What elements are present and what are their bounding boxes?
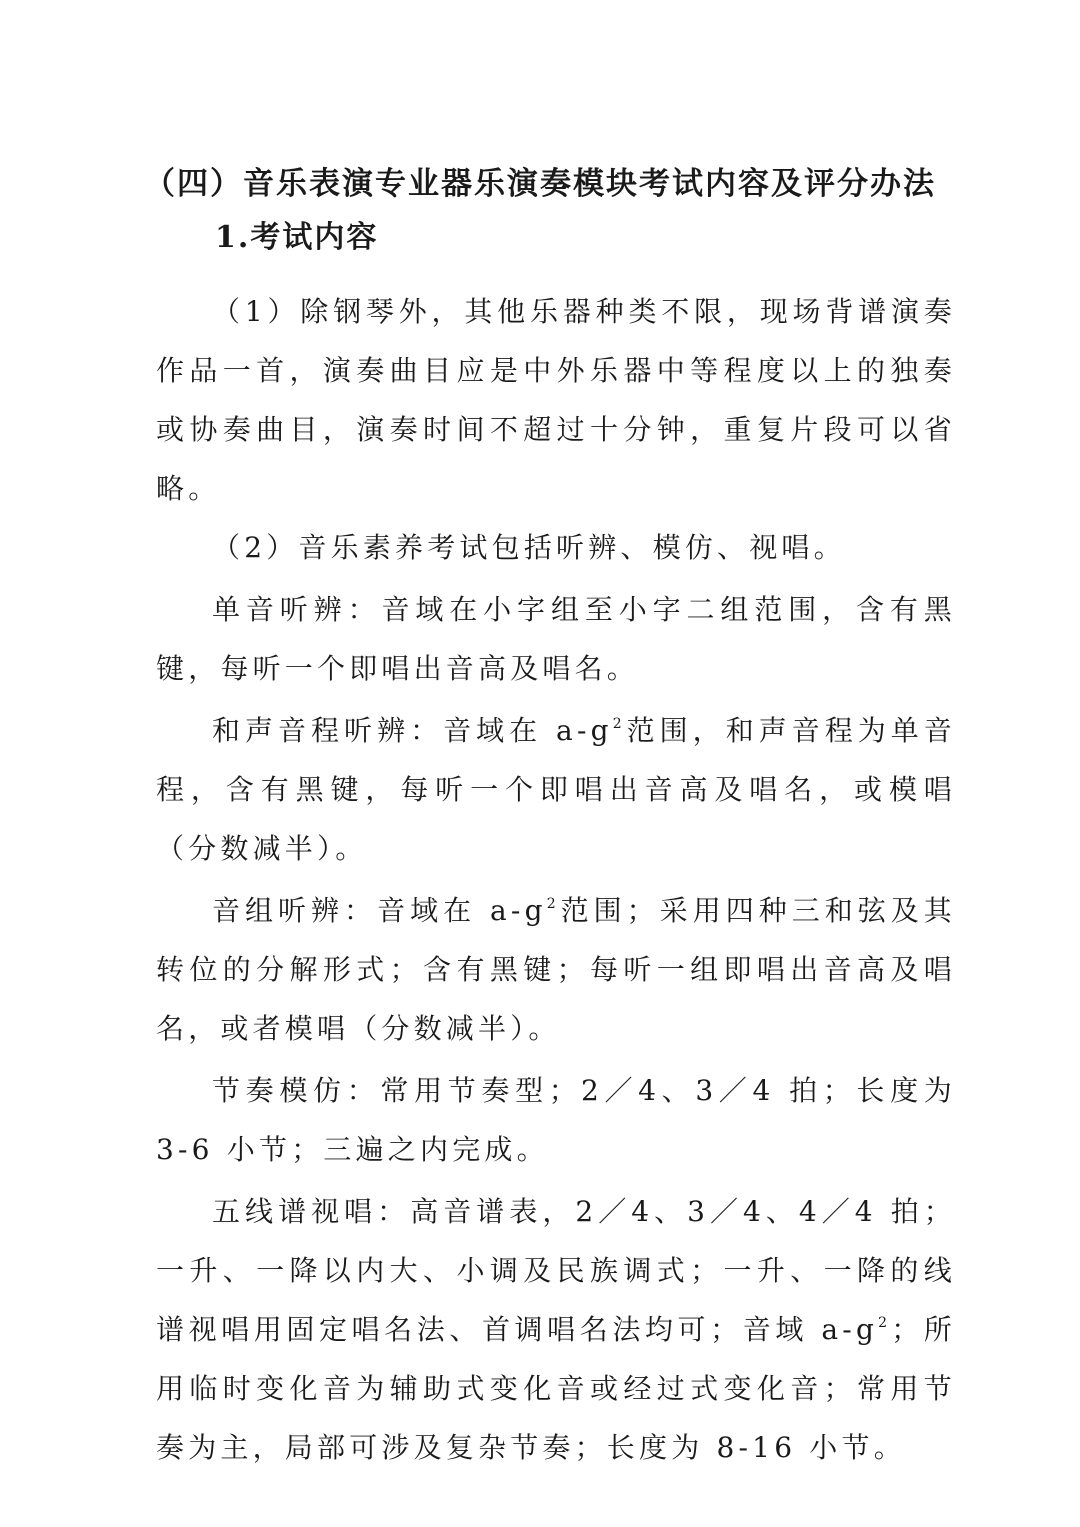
paragraph-performance-requirements: （1）除钢琴外，其他乐器种类不限，现场背谱演奏作品一首，演奏曲目应是中外乐器中等程度以上的独奏或协奏曲目，演奏时间不超过十分钟，重复片段可以省略。 <box>156 295 956 505</box>
document-title: （四）音乐表演专业器乐演奏模块考试内容及评分办法 <box>144 166 936 202</box>
text-segment: 范围；采用四种三和弦及其转位的分解形式；含有黑键；每听一组即唱出音高及唱名，或者模唱（分数减半）。 <box>156 894 956 1045</box>
paragraph-rhythm-imitation: 节奏模仿：常用节奏型；2／4、3／4 拍；长度为 3-6 小节；三遍之内完成。 <box>156 1074 956 1166</box>
superscript: 2 <box>878 1315 892 1331</box>
paragraph-note-group-listening <box>156 881 956 1058</box>
paragraph-harmonic-interval-listening <box>156 701 956 878</box>
text-segment: 和声音程听辨：音域在 a-g <box>212 714 613 747</box>
paragraph-sight-singing <box>156 1182 956 1477</box>
text-segment: 音组听辨：音域在 a-g <box>212 894 547 927</box>
paragraph-single-note-listening: 单音听辨：音域在小字组至小字二组范围，含有黑键，每听一个即唱出音高及唱名。 <box>156 593 956 685</box>
text-segment: 五线谱视唱：高音谱表，2／4、3／4、4／4 拍；一升、一降以内大、小调及民族调式；一升、一降的线谱视唱用固定唱名法、首调唱名法均可；音域 a-g <box>156 1195 956 1346</box>
document-body <box>156 282 956 1480</box>
text-segment: ；所用临时变化音为辅助式变化音或经过式变化音；常用节奏为主，局部可涉及复杂节奏；长度为 8-16 小节。 <box>156 1313 956 1464</box>
section-heading: 1.考试内容 <box>215 220 379 255</box>
text-segment: 范围，和声音程为单音程，含有黑键，每听一个即唱出音高及唱名，或模唱（分数减半）。 <box>156 714 956 865</box>
superscript: 2 <box>612 716 626 732</box>
superscript: 2 <box>546 896 560 912</box>
paragraph-musicianship-exam: （2）音乐素养考试包括听辨、模仿、视唱。 <box>212 531 846 564</box>
